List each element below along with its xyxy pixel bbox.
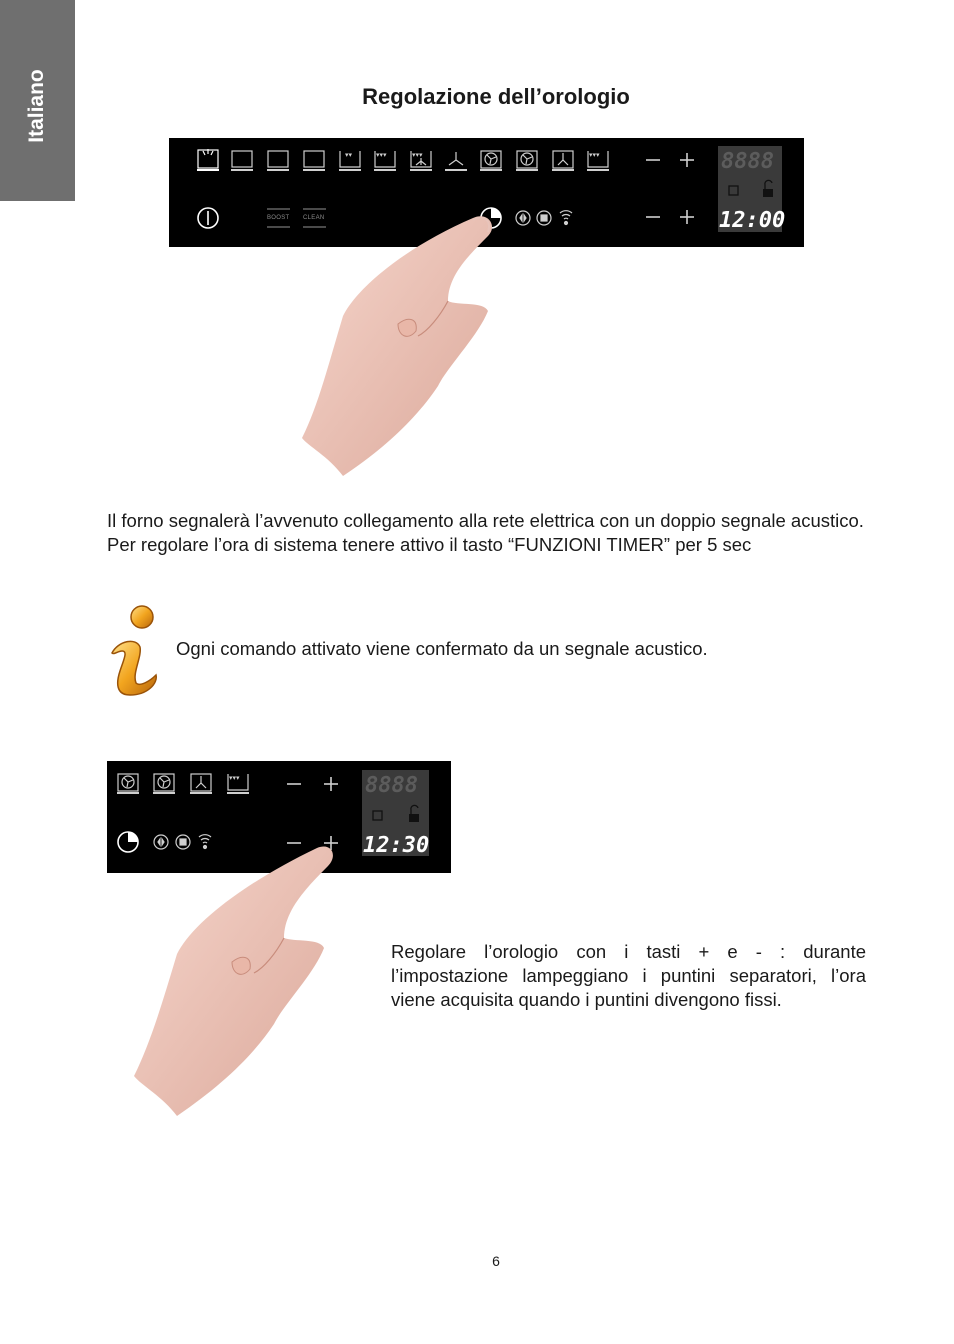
display-bottom-time-2: 12:30: [363, 833, 430, 858]
fan-icon-3[interactable]: [117, 774, 139, 793]
language-label: Italiano: [25, 69, 48, 143]
plus-icon-3[interactable]: [324, 777, 338, 791]
boost-label[interactable]: BOOST: [267, 215, 290, 221]
page-number: 6: [492, 1253, 500, 1269]
svg-text:▾▾▾: ▾▾▾: [376, 152, 387, 159]
pointing-hand-icon-2: [132, 838, 340, 1118]
function-key-6[interactable]: [374, 151, 396, 170]
page-title: Regolazione dell’orologio: [362, 84, 630, 109]
function-key-2[interactable]: [231, 151, 253, 170]
function-key-8[interactable]: [445, 152, 467, 170]
paragraph-line-1: Il forno segnalerà l’avvenuto collegamento alla rete elettrica con un doppio segnale acustico.: [107, 510, 864, 531]
paragraph-line-2: Per regolare l’ora di sistema tenere attivo il tasto “FUNZIONI TIMER” per 5 sec: [107, 534, 752, 555]
function-light-key[interactable]: [197, 149, 219, 170]
stop-icon[interactable]: [537, 211, 551, 225]
fan-icon-4[interactable]: [153, 774, 175, 793]
function-key-7[interactable]: [410, 151, 432, 170]
fan-icon-2[interactable]: [516, 151, 538, 170]
function-key-11[interactable]: [552, 151, 574, 170]
plus-icon[interactable]: [680, 153, 694, 167]
svg-text:▾▾▾: ▾▾▾: [589, 152, 600, 159]
bell-icon[interactable]: [560, 211, 572, 225]
instruction-paragraph-1: [107, 509, 866, 557]
svg-text:▾▾▾: ▾▾▾: [412, 152, 423, 159]
svg-text:▾▾: ▾▾: [345, 152, 353, 159]
instruction-paragraph-2: Regolare l’orologio con i tasti + e - : durante l’impostazione lampeggiano i puntini separatori, l’ora viene acquisita quando i puntini divengono fissi.: [391, 941, 866, 1010]
function-key-b3[interactable]: [190, 774, 212, 793]
function-key-3[interactable]: [267, 151, 289, 170]
function-key-b4[interactable]: [227, 774, 249, 793]
display-top-digits-2: 8888: [365, 773, 418, 798]
info-note-text: Ogni comando attivato viene confermato da un segnale acustico.: [176, 638, 708, 659]
dual-arrow-icon[interactable]: [516, 211, 530, 225]
pointing-hand-icon: [298, 206, 506, 478]
display-bottom-time: 12:00: [719, 208, 786, 233]
function-key-5[interactable]: [339, 151, 361, 170]
display-top-digits: 8888: [721, 149, 774, 174]
fan-icon[interactable]: [480, 151, 502, 170]
clean-label[interactable]: CLEAN: [303, 215, 325, 221]
function-key-12[interactable]: [587, 151, 609, 170]
function-key-4[interactable]: [303, 151, 325, 170]
power-icon[interactable]: [198, 208, 218, 228]
info-icon: [106, 603, 162, 697]
svg-text:▾▾▾: ▾▾▾: [229, 775, 240, 782]
plus-icon-2[interactable]: [680, 210, 694, 224]
